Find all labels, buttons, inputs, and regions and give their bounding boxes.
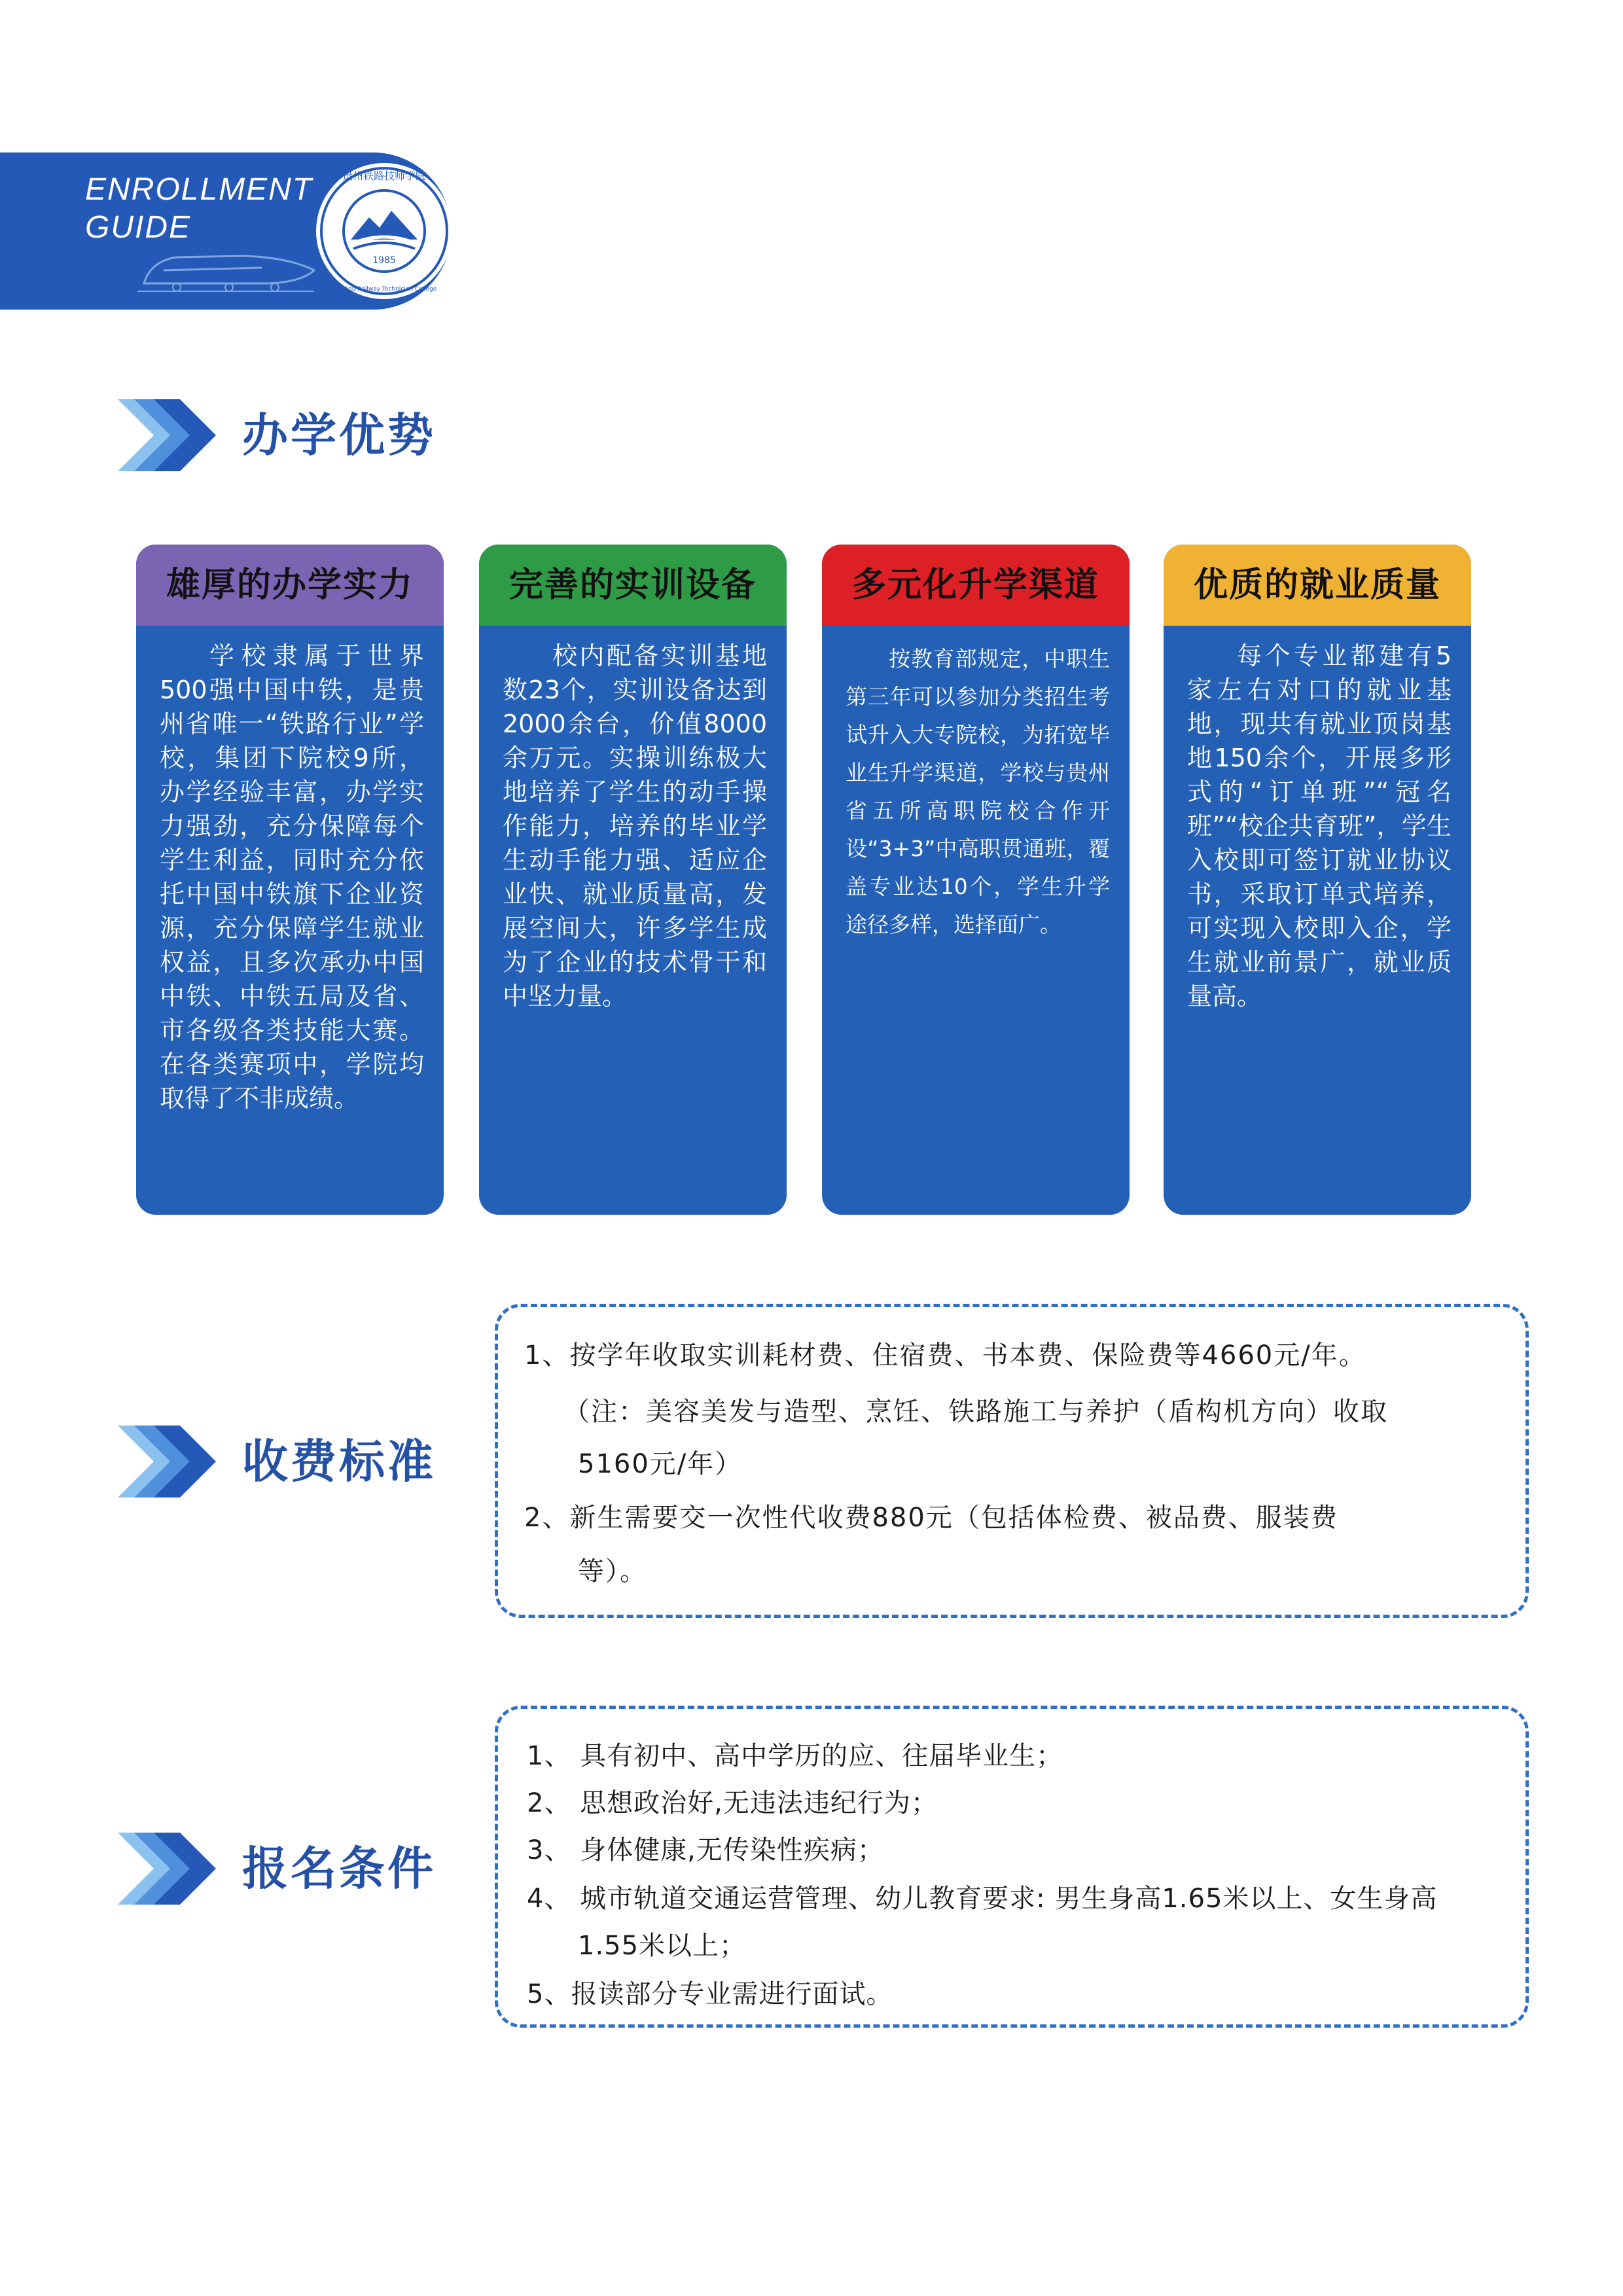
- card-title: 优质的就业质量: [1164, 545, 1471, 626]
- fee-note-amount: 5160元/年）: [578, 1449, 743, 1479]
- fees-box: [495, 1304, 1529, 1618]
- fee-item-2-end: 等）。: [578, 1556, 647, 1587]
- card-title: 雄厚的办学实力: [136, 545, 444, 626]
- advantage-card-equipment: [479, 545, 787, 1215]
- condition-item: 1、 具有初中、高中学历的应、往届毕业生；: [527, 1741, 1063, 1771]
- triple-chevron-icon: [118, 1426, 216, 1498]
- card-body: 每个专业都建有5家左右对口的就业基地，现共有就业顶岗基地150余个，开展多形式的“订单班”“冠名班”“校企共育班”，学生入校即可签订就业协议书，采取订单式培养，可实现入校即入企，学生就业前景广，就业质量高。: [1187, 641, 1452, 1011]
- train-icon: [137, 231, 321, 303]
- condition-item: 4、 城市轨道交通运营管理、幼儿教育要求: 男生身高1.65米以上、女生身高: [527, 1884, 1438, 1914]
- section-advantages-title: 办学优势: [242, 408, 436, 462]
- triple-chevron-icon: [118, 399, 216, 471]
- condition-item-continued: 1.55米以上；: [578, 1931, 747, 1961]
- section-conditions-title: 报名条件: [242, 1842, 436, 1895]
- advantage-card-further-study: [822, 545, 1130, 1215]
- condition-item: 2、 思想政治好,无违法违纪行为；: [527, 1788, 938, 1818]
- fee-item-1: 1、按学年收取实训耗材费、住宿费、书本费、保险费等4660元/年。: [524, 1340, 1366, 1371]
- card-body: 学校隶属于世界500强中国中铁，是贵州省唯一“铁路行业”学校，集团下院校9所，办学经验丰富，办学实力强劲，充分保障每个学生利益，同时充分依托中国中铁旗下企业资源，充分保障学生就业权益，且多次承办中国中铁、中铁五局及省、市各级各类技能大赛。在各类赛项中，学院均取得了不非成绩。: [160, 641, 424, 1113]
- advantage-card-strength: [136, 545, 444, 1215]
- triple-chevron-icon: [118, 1833, 216, 1905]
- condition-item: 3、 身体健康,无传染性疾病；: [527, 1835, 884, 1865]
- college-logo: [313, 160, 455, 302]
- conditions-box: [495, 1706, 1529, 2028]
- advantage-card-employment: [1164, 545, 1471, 1215]
- banner-label-line1: ENROLLMENT: [85, 172, 313, 207]
- card-title: 多元化升学渠道: [822, 545, 1130, 626]
- logo-year: 1985: [372, 255, 396, 266]
- banner-label-line2: GUIDE: [85, 210, 192, 245]
- logo-name-cn: 贵州铁路技师学院: [342, 170, 427, 182]
- card-title: 完善的实训设备: [479, 545, 787, 626]
- fee-note: （注：美容美发与造型、烹饪、铁路施工与养护（盾构机方向）收取: [563, 1397, 1388, 1427]
- card-body: 按教育部规定，中职生第三年可以参加分类招生考试升入大专院校，为拓宽毕业生升学渠道，学校与贵州省五所高职院校合作开设“3+3”中高职贯通班，覆盖专业达10个，学生升学途径多样，选择面广。: [846, 646, 1110, 937]
- condition-item: 5、报读部分专业需进行面试。: [527, 1979, 893, 2009]
- fee-item-2: 2、新生需要交一次性代收费880元（包括体检费、被品费、服装费: [524, 1503, 1338, 1533]
- card-body: 校内配备实训基地数23个，实训设备达到2000余台，价值8000余万元。实操训练极大地培养了学生的动手操作能力，培养的毕业学生动手能力强、适应企业快、就业质量高，发展空间大，许多学生成为了企业的技术骨干和中坚力量。: [503, 641, 767, 1011]
- section-fees-title: 收费标准: [242, 1435, 436, 1488]
- logo-name-en: Guizhou Railway Technician College: [331, 286, 437, 293]
